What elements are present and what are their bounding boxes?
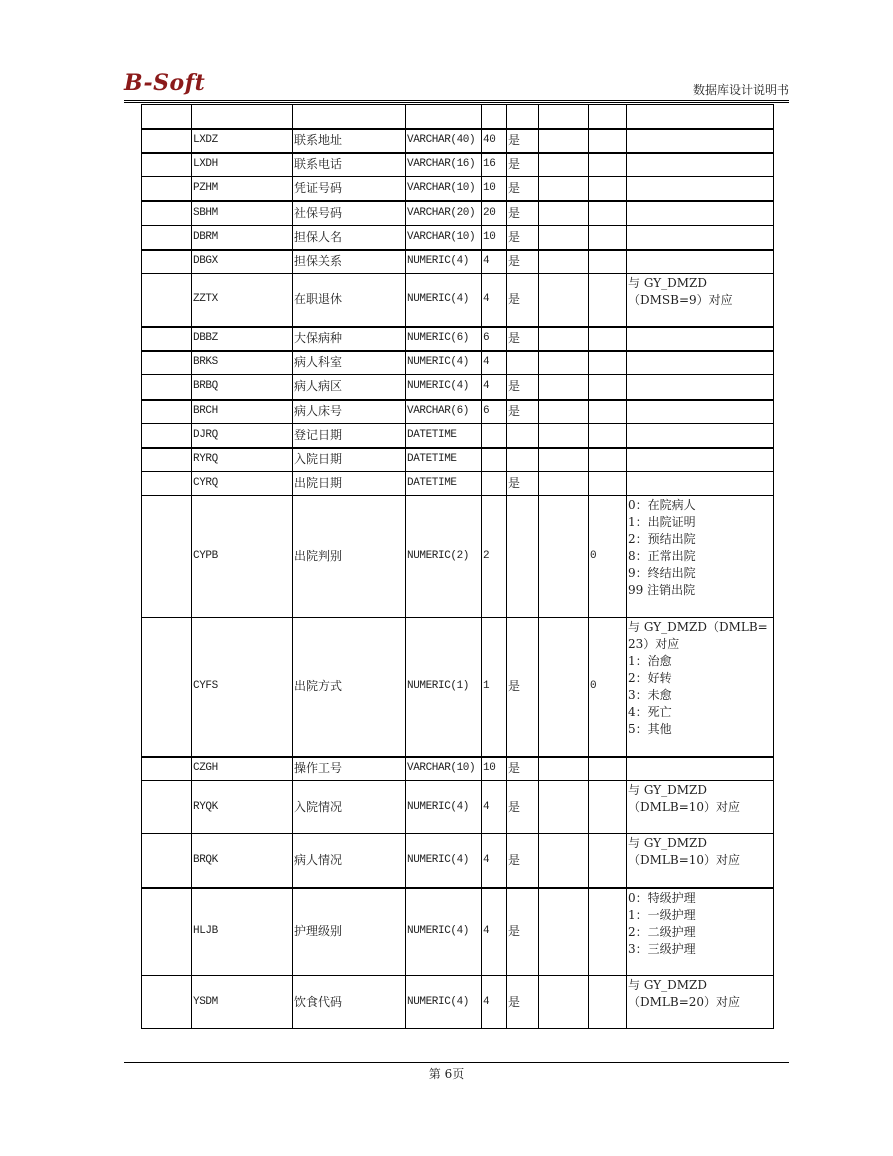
- field-name-cell: 凭证号码: [293, 177, 406, 201]
- field-type-cell: [406, 105, 482, 129]
- field-length-cell: 1: [482, 618, 507, 757]
- field-code-cell: BRKS: [192, 351, 293, 375]
- field-length-cell: 6: [482, 327, 507, 351]
- field-name-cell: 病人病区: [293, 375, 406, 400]
- key-cell: [539, 888, 589, 976]
- default-value-cell: [589, 351, 627, 375]
- field-name-cell: [293, 105, 406, 129]
- nullable-cell: 是: [507, 177, 539, 201]
- nullable-cell: 是: [507, 274, 539, 327]
- default-value-cell: [589, 424, 627, 448]
- field-code-cell: ZZTX: [192, 274, 293, 327]
- field-code-cell: DBGX: [192, 250, 293, 274]
- footer-divider: [124, 1062, 789, 1063]
- field-note-cell: [627, 327, 774, 351]
- field-length-cell: 4: [482, 834, 507, 888]
- key-cell: [539, 472, 589, 496]
- nullable-cell: [507, 105, 539, 129]
- table-row: [142, 888, 774, 976]
- table-row: [142, 424, 774, 448]
- field-type-cell: NUMERIC(6): [406, 327, 482, 351]
- field-name-cell: 护理级别: [293, 888, 406, 976]
- field-type-cell: VARCHAR(10): [406, 226, 482, 250]
- key-cell: [539, 400, 589, 424]
- page-number: 第 6页: [428, 1067, 465, 1081]
- field-length-cell: 4: [482, 888, 507, 976]
- nullable-cell: [507, 424, 539, 448]
- field-name-cell: 担保人名: [293, 226, 406, 250]
- field-code-cell: LXDH: [192, 153, 293, 177]
- row-index-cell: [142, 153, 192, 177]
- company-logo: B-Soft: [124, 70, 206, 96]
- default-value-cell: [589, 201, 627, 226]
- row-index-cell: [142, 375, 192, 400]
- row-index-cell: [142, 400, 192, 424]
- field-type-cell: NUMERIC(4): [406, 781, 482, 834]
- field-length-cell: 4: [482, 250, 507, 274]
- field-length-cell: [482, 448, 507, 472]
- field-length-cell: 16: [482, 153, 507, 177]
- field-type-cell: NUMERIC(2): [406, 496, 482, 618]
- field-name-cell: 联系电话: [293, 153, 406, 177]
- field-name-cell: 出院日期: [293, 472, 406, 496]
- nullable-cell: 是: [507, 888, 539, 976]
- field-length-cell: 10: [482, 226, 507, 250]
- header-divider: [124, 100, 789, 101]
- field-length-cell: 6: [482, 400, 507, 424]
- field-note-cell: [627, 201, 774, 226]
- default-value-cell: [589, 327, 627, 351]
- default-value-cell: [589, 177, 627, 201]
- field-length-cell: 20: [482, 201, 507, 226]
- row-index-cell: [142, 834, 192, 888]
- nullable-cell: 是: [507, 618, 539, 757]
- table-row: [142, 274, 774, 327]
- field-type-cell: VARCHAR(10): [406, 757, 482, 781]
- default-value-cell: [589, 375, 627, 400]
- key-cell: [539, 448, 589, 472]
- field-length-cell: [482, 472, 507, 496]
- key-cell: [539, 781, 589, 834]
- field-type-cell: VARCHAR(16): [406, 153, 482, 177]
- table-row: [142, 400, 774, 424]
- row-index-cell: [142, 250, 192, 274]
- field-note-cell: [627, 448, 774, 472]
- field-type-cell: VARCHAR(10): [406, 177, 482, 201]
- field-note-cell: 与 GY_DMZD（DMLB=10）对应: [627, 781, 774, 834]
- row-index-cell: [142, 472, 192, 496]
- field-code-cell: CYRQ: [192, 472, 293, 496]
- field-type-cell: DATETIME: [406, 424, 482, 448]
- field-code-cell: HLJB: [192, 888, 293, 976]
- table-row: [142, 153, 774, 177]
- field-code-cell: DBBZ: [192, 327, 293, 351]
- row-index-cell: [142, 177, 192, 201]
- row-index-cell: [142, 129, 192, 153]
- key-cell: [539, 226, 589, 250]
- field-type-cell: DATETIME: [406, 472, 482, 496]
- table-row: [142, 834, 774, 888]
- field-spec-table: [141, 104, 774, 1029]
- row-index-cell: [142, 976, 192, 1029]
- field-length-cell: 10: [482, 177, 507, 201]
- row-index-cell: [142, 105, 192, 129]
- key-cell: [539, 351, 589, 375]
- field-note-cell: 0：在院病人 1：出院证明 2：预结出院 8：正常出院 9：终结出院 99 注销出院: [627, 496, 774, 618]
- field-note-cell: [627, 757, 774, 781]
- field-type-cell: NUMERIC(4): [406, 976, 482, 1029]
- field-note-cell: 与 GY_DMZD（DMSB=9）对应: [627, 274, 774, 327]
- default-value-cell: [589, 226, 627, 250]
- field-name-cell: 入院情况: [293, 781, 406, 834]
- field-code-cell: PZHM: [192, 177, 293, 201]
- field-type-cell: DATETIME: [406, 448, 482, 472]
- table-row: [142, 496, 774, 618]
- table-row: [142, 129, 774, 153]
- row-index-cell: [142, 274, 192, 327]
- default-value-cell: [589, 274, 627, 327]
- nullable-cell: 是: [507, 250, 539, 274]
- field-note-cell: [627, 351, 774, 375]
- key-cell: [539, 105, 589, 129]
- row-index-cell: [142, 757, 192, 781]
- row-index-cell: [142, 448, 192, 472]
- key-cell: [539, 496, 589, 618]
- field-note-cell: [627, 153, 774, 177]
- table-row: [142, 226, 774, 250]
- field-code-cell: BRQK: [192, 834, 293, 888]
- field-note-cell: 与 GY_DMZD（DMLB=10）对应: [627, 834, 774, 888]
- field-name-cell: 操作工号: [293, 757, 406, 781]
- key-cell: [539, 834, 589, 888]
- field-type-cell: VARCHAR(40): [406, 129, 482, 153]
- field-name-cell: 病人床号: [293, 400, 406, 424]
- nullable-cell: 是: [507, 781, 539, 834]
- field-length-cell: [482, 105, 507, 129]
- field-name-cell: 病人科室: [293, 351, 406, 375]
- field-code-cell: CYFS: [192, 618, 293, 757]
- key-cell: [539, 177, 589, 201]
- table-row: [142, 201, 774, 226]
- field-note-cell: [627, 105, 774, 129]
- row-index-cell: [142, 351, 192, 375]
- nullable-cell: [507, 448, 539, 472]
- key-cell: [539, 153, 589, 177]
- field-type-cell: NUMERIC(4): [406, 351, 482, 375]
- field-type-cell: NUMERIC(1): [406, 618, 482, 757]
- field-name-cell: 病人情况: [293, 834, 406, 888]
- field-code-cell: DJRQ: [192, 424, 293, 448]
- field-code-cell: SBHM: [192, 201, 293, 226]
- default-value-cell: [589, 976, 627, 1029]
- nullable-cell: 是: [507, 129, 539, 153]
- default-value-cell: [589, 757, 627, 781]
- field-code-cell: YSDM: [192, 976, 293, 1029]
- field-type-cell: NUMERIC(4): [406, 375, 482, 400]
- field-type-cell: NUMERIC(4): [406, 834, 482, 888]
- field-length-cell: [482, 424, 507, 448]
- default-value-cell: [589, 781, 627, 834]
- default-value-cell: [589, 129, 627, 153]
- field-name-cell: 社保号码: [293, 201, 406, 226]
- field-note-cell: [627, 226, 774, 250]
- field-code-cell: CYPB: [192, 496, 293, 618]
- field-note-cell: 与 GY_DMZD（DMLB=20）对应: [627, 976, 774, 1029]
- row-index-cell: [142, 201, 192, 226]
- field-name-cell: 入院日期: [293, 448, 406, 472]
- field-name-cell: 在职退休: [293, 274, 406, 327]
- field-type-cell: VARCHAR(6): [406, 400, 482, 424]
- field-type-cell: NUMERIC(4): [406, 250, 482, 274]
- key-cell: [539, 757, 589, 781]
- key-cell: [539, 327, 589, 351]
- table-row: [142, 472, 774, 496]
- field-note-cell: [627, 472, 774, 496]
- nullable-cell: 是: [507, 226, 539, 250]
- row-index-cell: [142, 226, 192, 250]
- field-type-cell: VARCHAR(20): [406, 201, 482, 226]
- field-code-cell: LXDZ: [192, 129, 293, 153]
- key-cell: [539, 618, 589, 757]
- field-code-cell: CZGH: [192, 757, 293, 781]
- default-value-cell: 0: [589, 496, 627, 618]
- field-name-cell: 担保关系: [293, 250, 406, 274]
- key-cell: [539, 274, 589, 327]
- row-index-cell: [142, 424, 192, 448]
- nullable-cell: 是: [507, 400, 539, 424]
- document-title: 数据库设计说明书: [692, 83, 789, 97]
- field-length-cell: 4: [482, 375, 507, 400]
- field-length-cell: 4: [482, 976, 507, 1029]
- field-note-cell: 与 GY_DMZD（DMLB= 23）对应 1：治愈 2：好转 3：未愈 4：死亡 5：其他: [627, 618, 774, 757]
- default-value-cell: [589, 834, 627, 888]
- field-name-cell: 大保病种: [293, 327, 406, 351]
- field-length-cell: 4: [482, 781, 507, 834]
- field-note-cell: [627, 400, 774, 424]
- field-code-cell: BRBQ: [192, 375, 293, 400]
- nullable-cell: 是: [507, 375, 539, 400]
- default-value-cell: [589, 472, 627, 496]
- field-name-cell: 出院判别: [293, 496, 406, 618]
- field-name-cell: 饮食代码: [293, 976, 406, 1029]
- field-name-cell: 出院方式: [293, 618, 406, 757]
- nullable-cell: [507, 351, 539, 375]
- field-name-cell: 登记日期: [293, 424, 406, 448]
- field-code-cell: RYQK: [192, 781, 293, 834]
- field-code-cell: [192, 105, 293, 129]
- field-length-cell: 4: [482, 351, 507, 375]
- field-length-cell: 2: [482, 496, 507, 618]
- default-value-cell: [589, 888, 627, 976]
- field-note-cell: 0：特级护理 1：一级护理 2：二级护理 3：三级护理: [627, 888, 774, 976]
- key-cell: [539, 375, 589, 400]
- key-cell: [539, 976, 589, 1029]
- default-value-cell: 0: [589, 618, 627, 757]
- table-row: [142, 105, 774, 129]
- field-code-cell: RYRQ: [192, 448, 293, 472]
- field-note-cell: [627, 129, 774, 153]
- nullable-cell: 是: [507, 201, 539, 226]
- field-length-cell: 40: [482, 129, 507, 153]
- table-row: [142, 757, 774, 781]
- field-note-cell: [627, 250, 774, 274]
- table-row: [142, 448, 774, 472]
- row-index-cell: [142, 781, 192, 834]
- table-row: [142, 177, 774, 201]
- row-index-cell: [142, 327, 192, 351]
- field-note-cell: [627, 375, 774, 400]
- field-code-cell: DBRM: [192, 226, 293, 250]
- nullable-cell: 是: [507, 834, 539, 888]
- field-type-cell: NUMERIC(4): [406, 888, 482, 976]
- nullable-cell: 是: [507, 976, 539, 1029]
- default-value-cell: [589, 153, 627, 177]
- field-length-cell: 4: [482, 274, 507, 327]
- nullable-cell: 是: [507, 472, 539, 496]
- field-note-cell: [627, 424, 774, 448]
- header-divider-secondary: [124, 102, 789, 103]
- key-cell: [539, 250, 589, 274]
- default-value-cell: [589, 250, 627, 274]
- table-row: [142, 976, 774, 1029]
- default-value-cell: [589, 448, 627, 472]
- nullable-cell: 是: [507, 153, 539, 177]
- row-index-cell: [142, 618, 192, 757]
- table-row: [142, 781, 774, 834]
- key-cell: [539, 129, 589, 153]
- nullable-cell: 是: [507, 327, 539, 351]
- field-code-cell: BRCH: [192, 400, 293, 424]
- nullable-cell: 是: [507, 757, 539, 781]
- nullable-cell: [507, 496, 539, 618]
- default-value-cell: [589, 400, 627, 424]
- default-value-cell: [589, 105, 627, 129]
- table-row: [142, 375, 774, 400]
- table-row: [142, 250, 774, 274]
- field-length-cell: 10: [482, 757, 507, 781]
- key-cell: [539, 201, 589, 226]
- field-name-cell: 联系地址: [293, 129, 406, 153]
- field-type-cell: NUMERIC(4): [406, 274, 482, 327]
- row-index-cell: [142, 496, 192, 618]
- table-row: [142, 351, 774, 375]
- table-row: [142, 618, 774, 757]
- key-cell: [539, 424, 589, 448]
- field-note-cell: [627, 177, 774, 201]
- table-row: [142, 327, 774, 351]
- row-index-cell: [142, 888, 192, 976]
